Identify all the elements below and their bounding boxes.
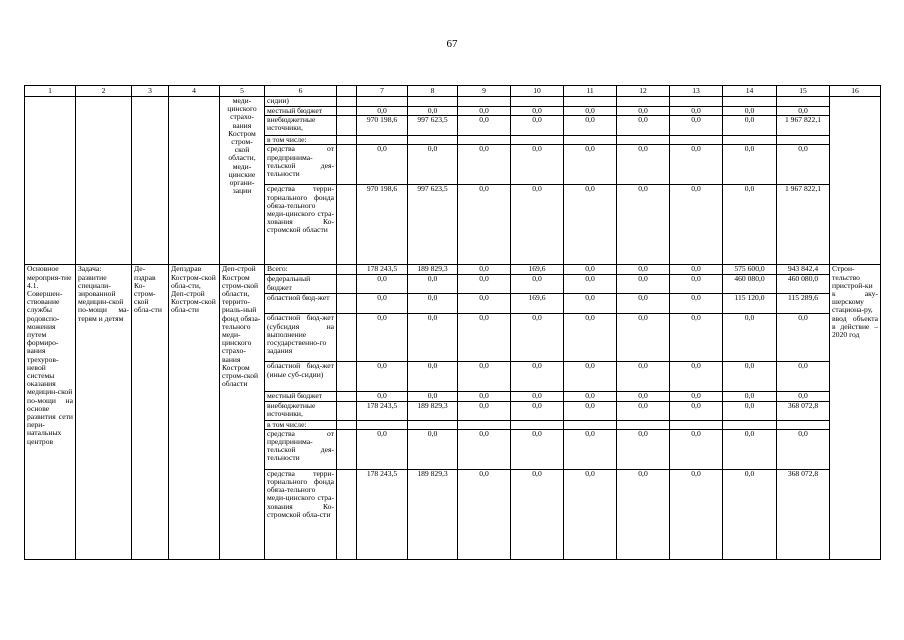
bottom-value-cell: 0,0 [357,314,408,362]
bottom-value-cell: 0,0 [564,362,617,392]
top-value-cell [777,97,830,107]
bottom-value-cell: 0,0 [617,362,670,392]
bottom-value-cell [777,420,830,429]
bottom-col1-measure: Основное мероприя-тие 4.1. Совершен-ствование службы родовспо-можения путем формиро-вания трехуров-невой системы оказания медицин-ской по-мощи на основе развития сети пери-натальных центров [25,265,76,559]
header-cell-6: 6 [265,86,337,97]
bottom-value-cell: 189 829,3 [408,469,458,559]
bottom-value-cell: 0,0 [511,362,564,392]
bottom-value-cell: 943 842,4 [777,265,830,275]
bottom-col16-result: Строи-тельство пристрой-ки к аку-шерскому стациона-ру, ввод объекта в действие – 2020 год [830,265,881,559]
top-value-cell: 0,0 [408,107,458,116]
bottom-value-cell [408,420,458,429]
bottom-value-cell: 0,0 [777,429,830,469]
bottom-value-cell: 0,0 [777,392,830,401]
bottom-row-label: в том числе: [265,420,337,429]
top-value-cell [670,136,723,145]
top-value-cell: 0,0 [408,145,458,185]
top-spacer-cell [337,145,357,185]
header-cell-8: 8 [408,86,458,97]
bottom-spacer-cell [337,429,357,469]
bottom-value-cell: 0,0 [511,392,564,401]
bottom-value-cell: 0,0 [617,265,670,275]
top-col16-empty [830,97,881,265]
bottom-value-cell: 0,0 [670,265,723,275]
top-value-cell: 0,0 [511,107,564,116]
top-spacer-cell [337,116,357,136]
bottom-value-cell: 0,0 [511,401,564,420]
page-number: 67 [446,38,458,50]
bottom-value-cell: 0,0 [670,401,723,420]
bottom-value-cell: 0,0 [670,392,723,401]
top-row [25,97,881,107]
bottom-value-cell: 0,0 [511,275,564,294]
bottom-value-cell: 189 829,3 [408,265,458,275]
bottom-value-cell: 0,0 [458,294,511,314]
bottom-value-cell: 0,0 [408,362,458,392]
bottom-value-cell: 0,0 [670,275,723,294]
bottom-value-cell: 0,0 [777,314,830,362]
bottom-row-label: федеральный бюджет [265,275,337,294]
bottom-value-cell: 0,0 [408,294,458,314]
bottom-value-cell: 0,0 [564,469,617,559]
top-value-cell: 0,0 [670,116,723,136]
bottom-value-cell: 0,0 [617,294,670,314]
top-value-cell [564,97,617,107]
top-row-label: средства от предпринима-тельской дея-тельности [265,145,337,185]
bottom-value-cell: 0,0 [670,469,723,559]
top-value-cell: 0,0 [511,116,564,136]
bottom-value-cell: 0,0 [617,469,670,559]
top-value-cell: 1 967 822,1 [777,185,830,265]
top-value-cell: 0,0 [723,145,777,185]
header-cell-7: 7 [357,86,408,97]
bottom-value-cell: 368 072,8 [777,469,830,559]
top-value-cell: 0,0 [617,145,670,185]
bottom-row-label: областной бюд-жет (субсидия на выполнение государственно-го задания [265,314,337,362]
header-row [25,86,881,97]
bottom-value-cell: 0,0 [670,314,723,362]
bottom-col5-participants: Деп-строй Костром стром-ской области, террито-риаль-ный фонд обяза-тельного меди-цинского страхо-вания Костром стром-ской области [220,265,265,559]
top-value-cell: 0,0 [723,116,777,136]
top-value-cell [670,97,723,107]
top-value-cell [408,136,458,145]
top-value-cell: 0,0 [670,185,723,265]
header-cell-15: 15 [777,86,830,97]
top-empty-col1 [25,97,76,265]
bottom-value-cell: 0,0 [458,265,511,275]
top-value-cell: 0,0 [511,185,564,265]
top-value-cell: 970 198,6 [357,185,408,265]
bottom-spacer-cell [337,469,357,559]
header-spacer [337,86,357,97]
top-value-cell [564,136,617,145]
header-cell-13: 13 [670,86,723,97]
bottom-value-cell: 575 600,0 [723,265,777,275]
bottom-value-cell: 0,0 [408,392,458,401]
header-cell-1: 1 [25,86,76,97]
bottom-row-label: областной бюд-жет [265,294,337,314]
top-spacer-cell [337,185,357,265]
top-value-cell [511,136,564,145]
top-spacer-cell [337,97,357,107]
bottom-value-cell: 0,0 [408,275,458,294]
top-value-cell: 0,0 [458,185,511,265]
bottom-value-cell: 0,0 [357,275,408,294]
top-spacer-cell [337,107,357,116]
bottom-value-cell [723,420,777,429]
bottom-value-cell: 115 289,6 [777,294,830,314]
header-cell-5: 5 [220,86,265,97]
bottom-value-cell: 0,0 [617,392,670,401]
top-value-cell: 0,0 [458,116,511,136]
bottom-col3-executor: Де-пздрав Ко-стром-ской обла-сти [132,265,169,559]
bottom-value-cell: 0,0 [617,314,670,362]
bottom-value-cell: 0,0 [564,392,617,401]
bottom-value-cell [357,420,408,429]
top-value-cell: 0,0 [458,107,511,116]
bottom-col4-coexecutor: Депздрав Костром-ской обла-сти, Деп-строй Костром-ской обла-сти [169,265,220,559]
top-row-label: в том числе: [265,136,337,145]
bottom-row-label: местный бюджет [265,392,337,401]
top-value-cell: 0,0 [564,116,617,136]
bottom-value-cell: 0,0 [357,294,408,314]
top-value-cell: 0,0 [670,145,723,185]
top-value-cell [777,136,830,145]
top-spacer-cell [337,136,357,145]
header-cell-16: 16 [830,86,881,97]
top-value-cell [458,136,511,145]
bottom-value-cell: 178 243,5 [357,469,408,559]
top-value-cell: 0,0 [564,107,617,116]
bottom-spacer-cell [337,314,357,362]
header-cell-2: 2 [76,86,132,97]
bottom-row-label: средства терри-ториального фонда обяза-тельного меди-цинского стра-хования Ко-стромской обла-сти [265,469,337,559]
header-cell-11: 11 [564,86,617,97]
top-value-cell: 0,0 [617,116,670,136]
bottom-value-cell: 0,0 [511,429,564,469]
top-value-cell [723,97,777,107]
header-cell-10: 10 [511,86,564,97]
bottom-spacer-cell [337,294,357,314]
bottom-row-label: областной бюд-жет (иные суб-сидии) [265,362,337,392]
header-cell-9: 9 [458,86,511,97]
top-row-label: средства терри-ториального фонда обяза-тельного меди-цинского стра-хования Ко-стромской области [265,185,337,265]
top-empty-col3 [132,97,169,265]
bottom-spacer-cell [337,420,357,429]
top-value-cell: 997 623,5 [408,185,458,265]
bottom-value-cell: 0,0 [357,362,408,392]
bottom-value-cell: 0,0 [458,314,511,362]
bottom-value-cell [670,420,723,429]
bottom-value-cell: 0,0 [564,314,617,362]
bottom-value-cell: 0,0 [458,275,511,294]
bottom-value-cell: 0,0 [670,429,723,469]
bottom-value-cell: 0,0 [408,429,458,469]
bottom-value-cell: 0,0 [458,429,511,469]
header-cell-12: 12 [617,86,670,97]
header-cell-14: 14 [723,86,777,97]
bottom-value-cell: 0,0 [617,401,670,420]
top-row-label: местный бюджет [265,107,337,116]
bottom-value-cell: 0,0 [723,401,777,420]
top-value-cell [408,97,458,107]
top-value-cell: 0,0 [777,145,830,185]
top-value-cell: 0,0 [777,107,830,116]
top-value-cell: 0,0 [564,185,617,265]
bottom-value-cell: 0,0 [458,392,511,401]
header-cell-3: 3 [132,86,169,97]
bottom-value-cell: 0,0 [777,362,830,392]
top-value-cell: 0,0 [564,145,617,185]
top-value-cell [511,97,564,107]
top-value-cell [458,97,511,107]
bottom-value-cell: 0,0 [617,429,670,469]
bottom-value-cell: 0,0 [723,429,777,469]
top-value-cell: 0,0 [458,145,511,185]
top-value-cell: 0,0 [723,185,777,265]
top-value-cell [617,97,670,107]
bottom-value-cell: 178 243,5 [357,401,408,420]
top-value-cell [357,97,408,107]
bottom-col2-task: Задача: развитие специали-зированной медицин-ской по-мощи ма-терям и детям [76,265,132,559]
bottom-value-cell: 0,0 [723,392,777,401]
top-value-cell [723,136,777,145]
bottom-value-cell: 0,0 [564,294,617,314]
top-value-cell [357,136,408,145]
bottom-spacer-cell [337,392,357,401]
bottom-value-cell [617,420,670,429]
bottom-spacer-cell [337,362,357,392]
bottom-value-cell: 178 243,5 [357,265,408,275]
top-value-cell: 1 967 822,1 [777,116,830,136]
bottom-value-cell: 368 072,8 [777,401,830,420]
bottom-value-cell [564,420,617,429]
top-col5: меди- цинского страхо- вания Костром стром- ской области, меди- цинские органи- зации [220,97,265,265]
bottom-value-cell: 0,0 [564,275,617,294]
bottom-value-cell: 0,0 [564,265,617,275]
bottom-value-cell: 0,0 [670,362,723,392]
bottom-spacer-cell [337,275,357,294]
top-value-cell: 970 198,6 [357,116,408,136]
top-value-cell: 0,0 [670,107,723,116]
bottom-value-cell: 0,0 [458,469,511,559]
top-value-cell: 0,0 [617,107,670,116]
header-cell-4: 4 [169,86,220,97]
top-empty-col4 [169,97,220,265]
top-value-cell: 0,0 [357,145,408,185]
bottom-value-cell: 115 120,0 [723,294,777,314]
bottom-spacer-cell [337,265,357,275]
top-row-label: сидии) [265,97,337,107]
funding-table [24,85,881,560]
bottom-value-cell: 460 080,0 [777,275,830,294]
bottom-value-cell: 0,0 [408,314,458,362]
top-value-cell: 0,0 [511,145,564,185]
bottom-row-label: Всего: [265,265,337,275]
bottom-value-cell: 0,0 [723,314,777,362]
bottom-value-cell: 0,0 [458,401,511,420]
bottom-row [25,265,881,275]
bottom-value-cell: 169,6 [511,294,564,314]
bottom-value-cell: 0,0 [564,401,617,420]
bottom-value-cell [511,420,564,429]
top-value-cell: 0,0 [357,107,408,116]
top-row-label: внебюджетные источники, [265,116,337,136]
bottom-value-cell: 0,0 [357,429,408,469]
top-empty-col2 [76,97,132,265]
top-value-cell: 997 623,5 [408,116,458,136]
bottom-spacer-cell [337,401,357,420]
bottom-row-label: средства от предпринима-тельской дея-тельности [265,429,337,469]
bottom-value-cell: 460 080,0 [723,275,777,294]
bottom-value-cell: 0,0 [670,294,723,314]
top-value-cell: 0,0 [617,185,670,265]
bottom-row-label: внебюджетные источники, [265,401,337,420]
bottom-value-cell: 0,0 [357,392,408,401]
bottom-value-cell: 0,0 [723,469,777,559]
bottom-value-cell: 0,0 [723,362,777,392]
bottom-value-cell: 0,0 [511,314,564,362]
bottom-value-cell [458,420,511,429]
top-value-cell [617,136,670,145]
top-value-cell: 0,0 [723,107,777,116]
bottom-value-cell: 0,0 [511,469,564,559]
bottom-value-cell: 189 829,3 [408,401,458,420]
bottom-value-cell: 0,0 [617,275,670,294]
bottom-value-cell: 0,0 [458,362,511,392]
bottom-value-cell: 0,0 [564,429,617,469]
bottom-value-cell: 169,6 [511,265,564,275]
